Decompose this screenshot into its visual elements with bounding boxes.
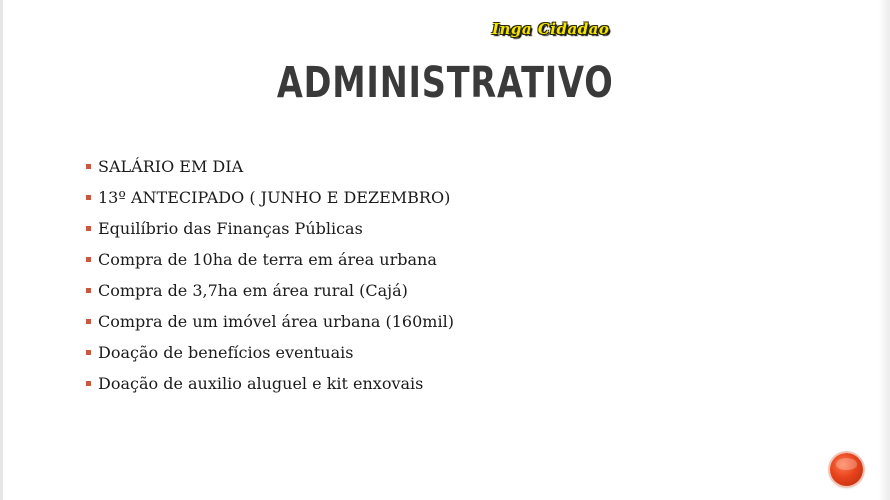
bullet-text: Compra de um imóvel área urbana (160mil) [98, 312, 454, 331]
bullet-item [86, 310, 454, 341]
square-bullet-icon [86, 195, 91, 200]
brand-logo-text: Inga Cidadao [492, 20, 610, 38]
bullet-item [86, 248, 454, 279]
square-bullet-icon [86, 226, 91, 231]
bullet-text: Equilíbrio das Finanças Públicas [98, 219, 363, 238]
square-bullet-icon [86, 288, 91, 293]
square-bullet-icon [86, 381, 91, 386]
bullet-text: SALÁRIO EM DIA [98, 157, 244, 176]
bullet-text: Compra de 3,7ha em área rural (Cajá) [98, 281, 408, 300]
square-bullet-icon [86, 164, 91, 169]
bullet-item [86, 186, 454, 217]
bullet-list [86, 155, 454, 403]
bullet-text: 13º ANTECIPADO ( JUNHO E DEZEMBRO) [98, 188, 451, 207]
bullet-item [86, 279, 454, 310]
square-bullet-icon [86, 319, 91, 324]
bullet-item [86, 217, 454, 248]
bullet-text: Doação de benefícios eventuais [98, 343, 354, 362]
slide-title: ADMINISTRATIVO [276, 58, 614, 108]
next-slide-button-icon[interactable] [830, 453, 863, 486]
bullet-text: Compra de 10ha de terra em área urbana [98, 250, 437, 269]
bullet-item [86, 372, 454, 403]
square-bullet-icon [86, 257, 91, 262]
bullet-item [86, 341, 454, 372]
square-bullet-icon [86, 350, 91, 355]
bullet-item [86, 155, 454, 186]
bullet-text: Doação de auxilio aluguel e kit enxovais [98, 374, 424, 393]
